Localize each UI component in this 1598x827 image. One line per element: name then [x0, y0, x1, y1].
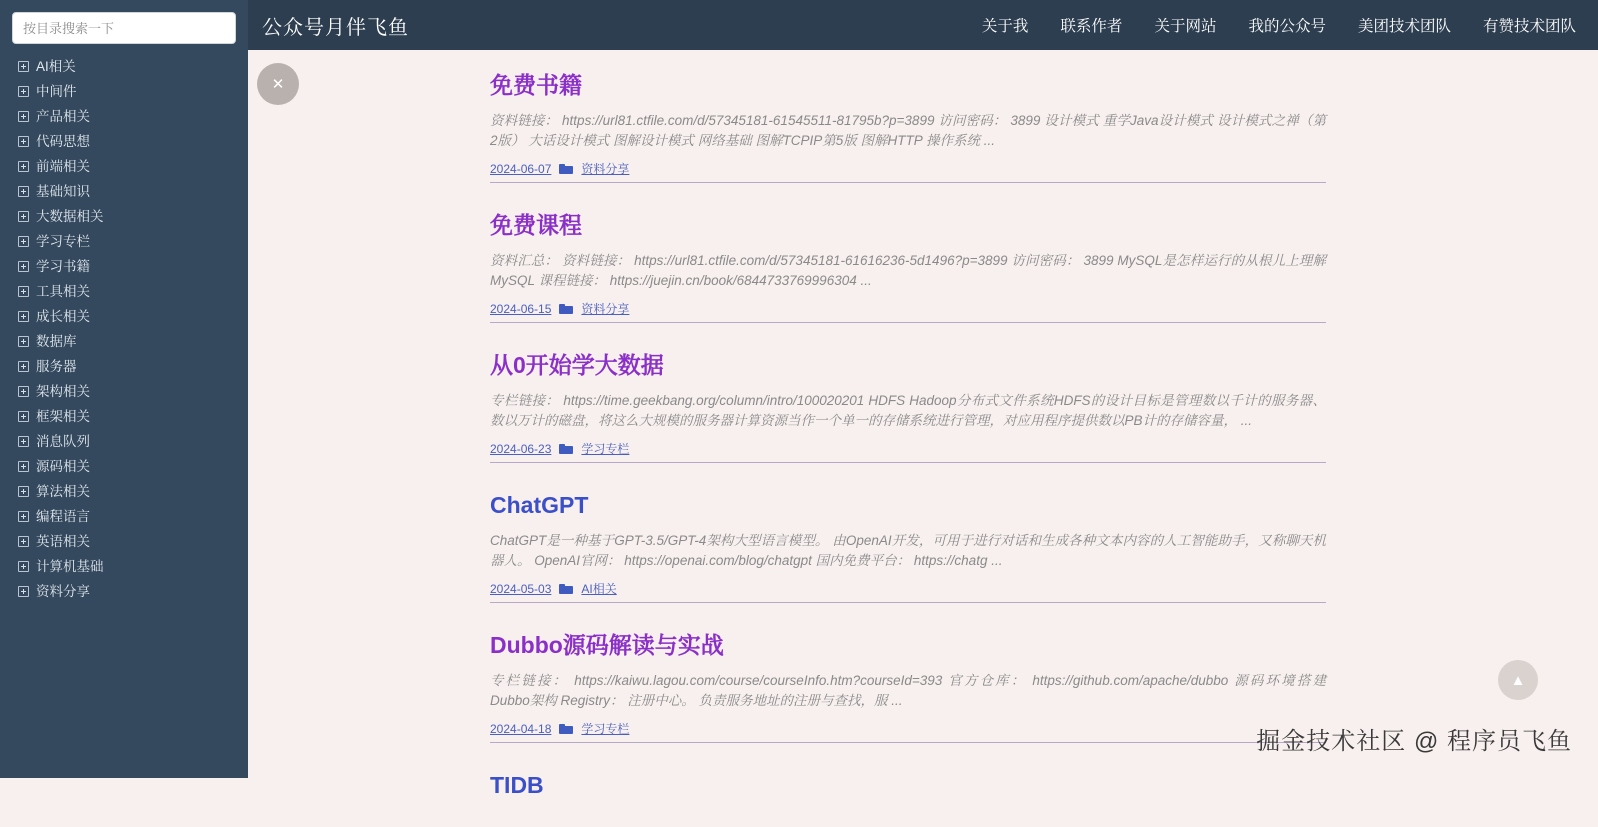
post-item: [488, 350, 1326, 463]
post-title[interactable]: 免费课程: [490, 212, 582, 238]
expand-plus-icon[interactable]: [18, 61, 29, 72]
expand-plus-icon[interactable]: [18, 311, 29, 322]
sidebar-item[interactable]: [0, 379, 248, 404]
search-input[interactable]: [12, 12, 236, 44]
sidebar-item-label: 服务器: [36, 359, 77, 374]
folder-icon: [559, 303, 573, 314]
expand-plus-icon[interactable]: [18, 536, 29, 547]
sidebar-item-label: 资料分享: [36, 584, 90, 599]
sidebar-category-list: [0, 54, 248, 614]
nav-links: [982, 14, 1576, 36]
sidebar-item-label: 编程语言: [36, 509, 90, 524]
sidebar-item[interactable]: [0, 529, 248, 554]
expand-plus-icon[interactable]: [18, 511, 29, 522]
expand-plus-icon[interactable]: [18, 461, 29, 472]
main-content: [248, 50, 1598, 798]
expand-plus-icon[interactable]: [18, 361, 29, 372]
post-meta: [490, 160, 1326, 183]
sidebar-item[interactable]: [0, 354, 248, 379]
post-category-link[interactable]: 资料分享: [581, 302, 630, 316]
sidebar-item-label: 成长相关: [36, 309, 90, 324]
sidebar-item-label: 框架相关: [36, 409, 90, 424]
expand-plus-icon[interactable]: [18, 411, 29, 422]
sidebar-item-label: 工具相关: [36, 284, 90, 299]
expand-plus-icon[interactable]: [18, 211, 29, 222]
expand-plus-icon[interactable]: [18, 261, 29, 272]
expand-plus-icon[interactable]: [18, 111, 29, 122]
sidebar-item-label: 中间件: [36, 84, 77, 99]
nav-item[interactable]: 关于我: [981, 18, 1029, 35]
top-navigation-bar: [248, 0, 1598, 50]
post-item: [488, 490, 1326, 603]
sidebar-item-label: 基础知识: [36, 184, 90, 199]
expand-plus-icon[interactable]: [18, 336, 29, 347]
post-item: [488, 630, 1326, 743]
close-icon[interactable]: ✕: [257, 63, 299, 105]
post-meta: [490, 300, 1326, 323]
sidebar-item[interactable]: [0, 79, 248, 104]
nav-item[interactable]: 关于网站: [1154, 18, 1217, 35]
post-date[interactable]: 2024-06-23: [490, 441, 552, 456]
folder-icon: [559, 443, 573, 454]
expand-plus-icon[interactable]: [18, 86, 29, 97]
nav-item[interactable]: 联系作者: [1060, 18, 1123, 35]
sidebar-item[interactable]: [0, 154, 248, 179]
sidebar-item[interactable]: [0, 304, 248, 329]
post-item: [488, 70, 1326, 183]
site-title: 公众号月伴飞鱼: [262, 16, 409, 39]
nav-item[interactable]: 我的公众号: [1248, 18, 1326, 35]
post-category-link[interactable]: 学习专栏: [581, 442, 630, 456]
sidebar: [0, 0, 248, 778]
post-summary: 资料链接： https://url81.ctfile.com/d/57345181-61545511-81795b?p=3899 访问密码： 3899 设计模式 重学Java设计模式 设计模式之禅（第2版） 大话设计模式 图解设计模式 网络基础 图解TCPIP第5版 图解HTTP 操作系统 ...: [490, 113, 1326, 148]
sidebar-item-label: 前端相关: [36, 159, 90, 174]
sidebar-item-label: 消息队列: [36, 434, 90, 449]
sidebar-item-label: 大数据相关: [36, 209, 104, 224]
sidebar-item-label: 算法相关: [36, 484, 90, 499]
post-title[interactable]: Dubbo源码解读与实战: [490, 632, 724, 658]
expand-plus-icon[interactable]: [18, 161, 29, 172]
post-list: [488, 70, 1326, 827]
post-summary: ChatGPT是一种基于GPT-3.5/GPT-4架构大型语言模型。 由OpenAI开发，可用于进行对话和生成各种文本内容的人工智能助手，又称聊天机器人。 OpenAI官网： https://openai.com/blog/chatgpt 国内免费平台： https://chatg ...: [490, 533, 1326, 568]
sidebar-item[interactable]: [0, 429, 248, 454]
post-title[interactable]: TIDB: [490, 772, 544, 798]
post-category-link[interactable]: AI相关: [581, 582, 617, 596]
expand-plus-icon[interactable]: [18, 486, 29, 497]
sidebar-item-label: 数据库: [36, 334, 77, 349]
sidebar-item[interactable]: [0, 179, 248, 204]
nav-item[interactable]: 美团技术团队: [1357, 18, 1451, 35]
folder-icon: [559, 163, 573, 174]
sidebar-item[interactable]: [0, 129, 248, 154]
sidebar-search-wrap: [0, 0, 248, 54]
expand-plus-icon[interactable]: [18, 136, 29, 147]
sidebar-item[interactable]: [0, 204, 248, 229]
sidebar-item[interactable]: [0, 504, 248, 529]
expand-plus-icon[interactable]: [18, 236, 29, 247]
post-category-link[interactable]: 资料分享: [581, 162, 630, 176]
post-title[interactable]: 从0开始学大数据: [490, 352, 664, 378]
post-category-link[interactable]: 学习专栏: [581, 722, 630, 736]
sidebar-item[interactable]: [0, 104, 248, 129]
sidebar-item[interactable]: [0, 554, 248, 579]
post-meta: [490, 580, 1326, 603]
post-summary: 资料汇总： 资料链接： https://url81.ctfile.com/d/57345181-61616236-5d1496?p=3899 访问密码： 3899 MySQL是怎样运行的从根儿上理解MySQL 课程链接： https://juejin.cn/book/6844733769996304 ...: [490, 253, 1326, 288]
sidebar-item[interactable]: [0, 54, 248, 79]
sidebar-item-label: 学习书籍: [36, 259, 90, 274]
sidebar-item[interactable]: [0, 329, 248, 354]
expand-plus-icon[interactable]: [18, 436, 29, 447]
sidebar-item-label: AI相关: [36, 59, 76, 74]
sidebar-item-label: 架构相关: [36, 384, 90, 399]
post-title[interactable]: ChatGPT: [490, 492, 589, 518]
sidebar-item[interactable]: [0, 279, 248, 304]
expand-plus-icon[interactable]: [18, 286, 29, 297]
sidebar-item-label: 代码思想: [36, 134, 90, 149]
post-summary: 专栏链接： https://time.geekbang.org/column/intro/100020201 HDFS Hadoop分布式文件系统HDFS的设计目标是管理数以千计的服务器、数以万计的磁盘，将这么大规模的服务器计算资源当作一个单一的存储系统进行管理，对应用程序提供数以PB计的存储容量， ...: [490, 393, 1326, 428]
post-item: [488, 770, 1326, 800]
sidebar-item-label: 源码相关: [36, 459, 90, 474]
expand-plus-icon[interactable]: [18, 561, 29, 572]
sidebar-item[interactable]: [0, 479, 248, 504]
post-meta: [490, 720, 1326, 743]
sidebar-item[interactable]: [0, 254, 248, 279]
post-meta: [490, 440, 1326, 463]
nav-item[interactable]: 有赞技术团队: [1482, 18, 1576, 35]
sidebar-item[interactable]: [0, 454, 248, 479]
watermark: 掘金技术社区 @ 程序员飞鱼: [1256, 728, 1572, 755]
expand-plus-icon[interactable]: [18, 586, 29, 597]
sidebar-item-label: 英语相关: [36, 534, 90, 549]
post-title[interactable]: 免费书籍: [490, 72, 582, 98]
sidebar-item-label: 学习专栏: [36, 234, 90, 249]
folder-icon: [559, 723, 573, 734]
expand-plus-icon[interactable]: [18, 386, 29, 397]
sidebar-item-label: 产品相关: [36, 109, 90, 124]
sidebar-item[interactable]: [0, 579, 248, 604]
sidebar-item[interactable]: [0, 404, 248, 429]
post-date[interactable]: 2024-06-15: [490, 301, 552, 316]
post-date[interactable]: 2024-04-18: [490, 721, 552, 736]
sidebar-item-label: 计算机基础: [36, 559, 104, 574]
folder-icon: [559, 583, 573, 594]
post-date[interactable]: 2024-05-03: [490, 581, 552, 596]
sidebar-item[interactable]: [0, 229, 248, 254]
post-summary: 专栏链接： https://kaiwu.lagou.com/course/courseInfo.htm?courseId=393 官方仓库： https://github.com/apache/dubbo 源码环境搭建 Dubbo架构 Registry： 注册中心。 负责服务地址的注册与查找，服 ...: [490, 673, 1326, 708]
post-item: [488, 210, 1326, 323]
post-date[interactable]: 2024-06-07: [490, 161, 552, 176]
scroll-to-top-button[interactable]: ▲: [1498, 660, 1538, 700]
expand-plus-icon[interactable]: [18, 186, 29, 197]
